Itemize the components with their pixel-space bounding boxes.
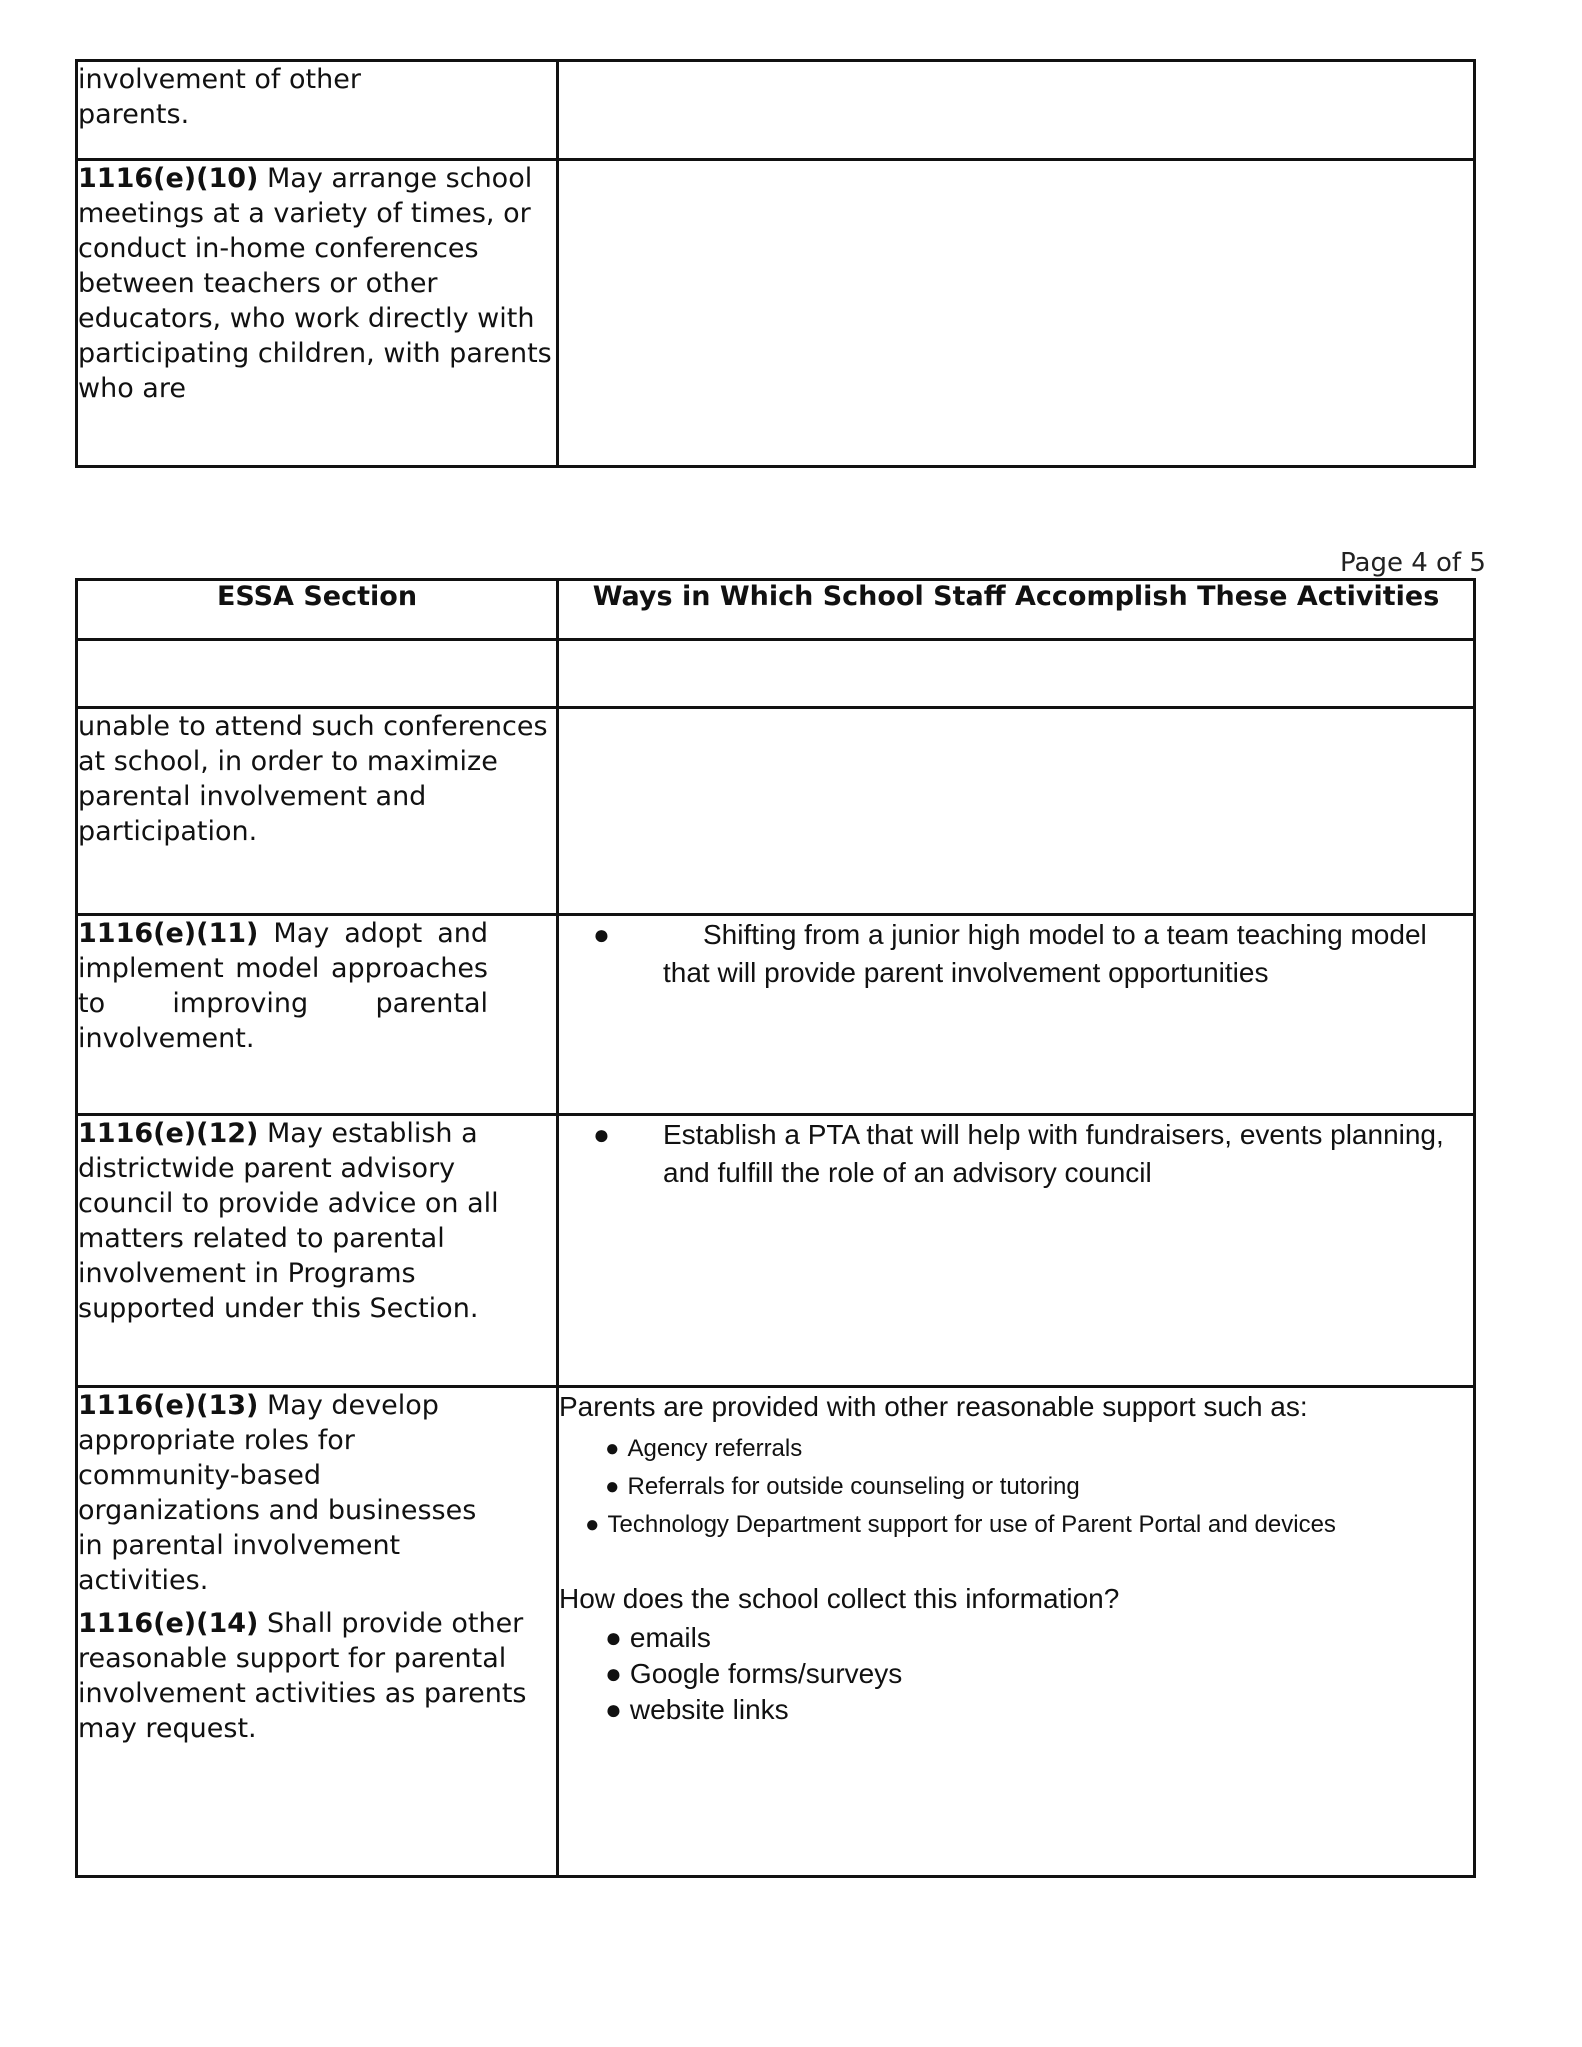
column-header-ways: Ways in Which School Staff Accomplish These Activities [558,580,1475,640]
activities-cell [558,1115,1475,1387]
section-text: May adopt and implement model approaches to improving parental involvement. [78,918,488,1054]
list-item-text: website links [629,1694,789,1725]
activity-bullet [559,1116,1473,1192]
bullet-icon: ● [593,919,610,950]
continuation-table [75,59,1476,468]
list-item [605,1620,1473,1656]
bullet-icon: ● [593,1119,610,1150]
list-item [559,1506,1473,1544]
table-row [77,160,1475,467]
support-list [559,1430,1473,1544]
activities-cell [558,160,1475,467]
table-row [77,640,1475,708]
section-text: Shall provide other reasonable support for parental involvement activities as parents may request. [78,1608,527,1744]
bullet-icon: ● [605,1435,620,1462]
section-text: unable to attend such conferences at school, in order to maximize parental involvement and participation. [78,711,548,847]
section-code: 1116(e)(14) [78,1608,259,1639]
section-code: 1116(e)(11) [78,918,259,949]
activity-text: Shifting from a junior high model to a team teaching model that will provide parent involvement opportunities [663,919,1427,988]
list-item-text: Technology Department support for use of Parent Portal and devices [607,1511,1336,1538]
activities-cell [558,640,1475,708]
section-text: involvement of other parents. [78,64,361,130]
section-code: 1116(e)(13) [78,1390,259,1421]
activity-bullet [559,916,1473,992]
activities-cell [558,61,1475,160]
table-row [77,61,1475,160]
activities-cell [558,1387,1475,1877]
list-item-text: emails [629,1622,711,1653]
section-text: May develop appropriate roles for community-based organizations and businesses in parental involvement activities. [78,1390,477,1596]
list-item [605,1692,1473,1728]
table-row [77,915,1475,1115]
table-row [77,708,1475,915]
bullet-icon: ● [605,1473,620,1500]
activities-cell [558,708,1475,915]
list-item [605,1656,1473,1692]
page-number: Page 4 of 5 [1340,548,1486,578]
list-item [559,1468,1473,1506]
essa-section-cell [77,61,558,160]
activity-text: Establish a PTA that will help with fundraisers, events planning, and fulfill the role of an advisory council [663,1119,1444,1188]
essa-section-cell [77,640,558,708]
section-code: 1116(e)(12) [78,1118,259,1149]
bullet-icon: ● [605,1658,622,1689]
collection-question: How does the school collect this information? [559,1583,1120,1614]
essa-section-cell [77,1387,558,1877]
list-item-text: Google forms/surveys [629,1658,903,1689]
table-row [77,1387,1475,1877]
list-item [559,1430,1473,1468]
section-text: May arrange school meetings at a variety of times, or conduct in-home conferences between teachers or other educators, who work directly with participating children, with parents who are [78,163,552,404]
list-item-text: Agency referrals [627,1435,803,1462]
section-text: May establish a districtwide parent advisory council to provide advice on all matters related to parental involvement in Programs supported under this Section. [78,1118,499,1324]
essa-section-cell [77,160,558,467]
table-row [77,1115,1475,1387]
essa-activities-table [75,578,1476,1878]
essa-section-cell [77,708,558,915]
column-header-essa-section: ESSA Section [77,580,558,640]
activities-cell [558,915,1475,1115]
bullet-icon: ● [605,1622,622,1653]
bullet-icon: ● [605,1694,622,1725]
section-code: 1116(e)(10) [78,163,259,194]
collection-list [559,1620,1473,1728]
bullet-icon: ● [585,1511,600,1538]
essa-section-cell [77,915,558,1115]
support-intro: Parents are provided with other reasonable support such as: [559,1391,1308,1422]
table-header-row [77,580,1475,640]
list-item-text: Referrals for outside counseling or tutoring [627,1473,1080,1500]
essa-section-cell [77,1115,558,1387]
